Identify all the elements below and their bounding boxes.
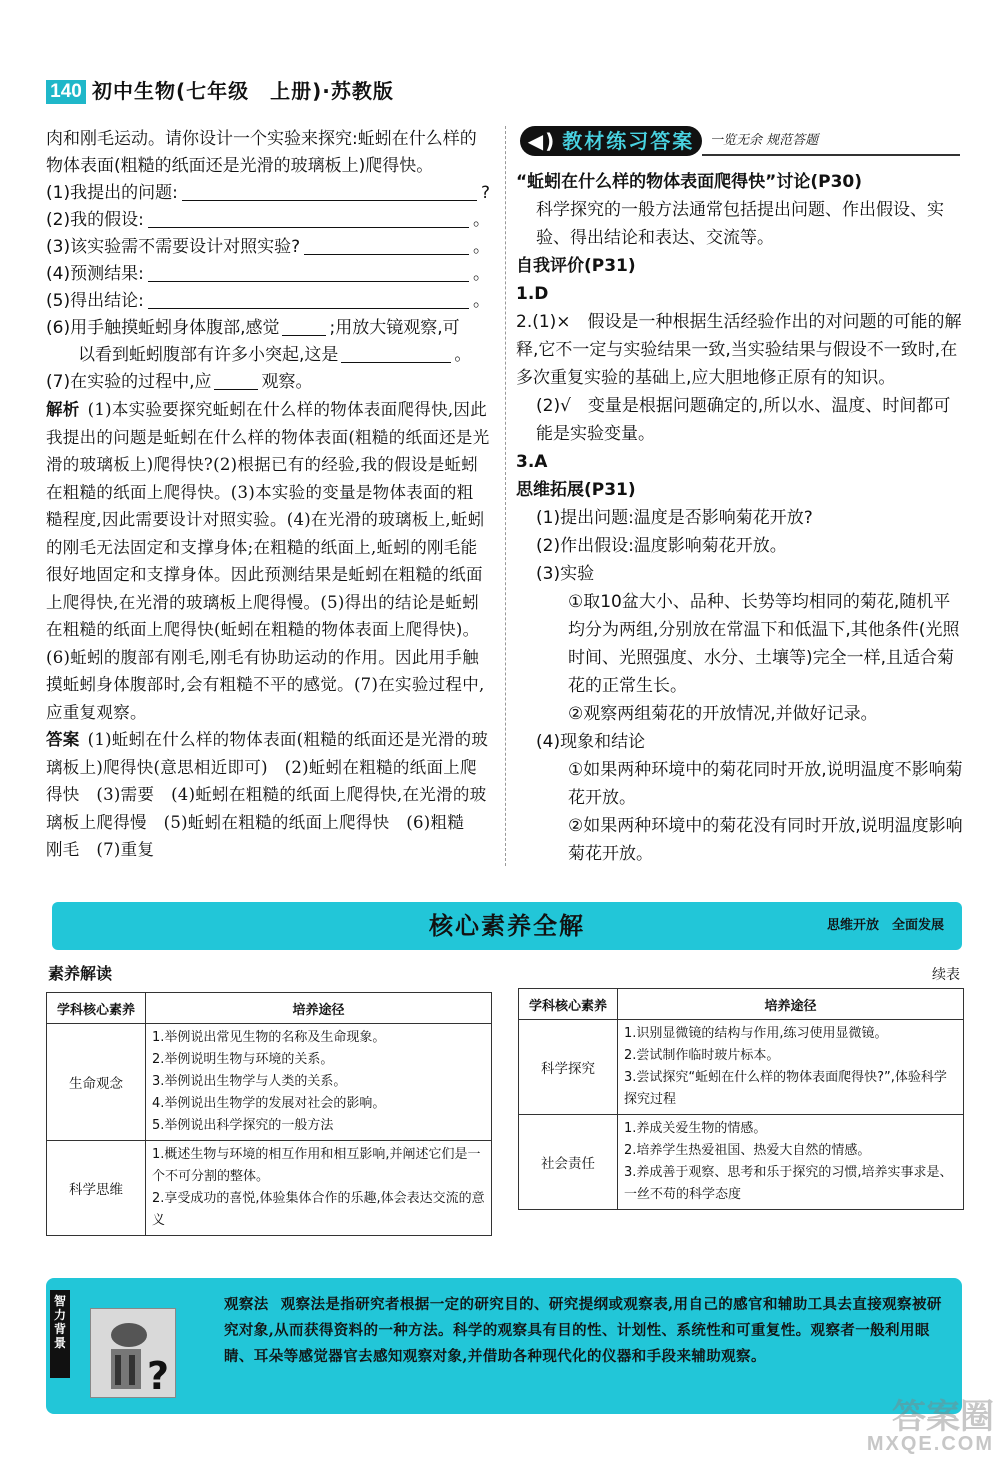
banner-underline xyxy=(702,154,960,156)
category-cell: 科学思维 xyxy=(47,1141,146,1236)
items-cell: 1.举例说出常见生物的名称及生命现象。 2.举例说明生物与环境的关系。 3.举例说出生物学与人类的关系。 4.举例说出生物学的发展对社会的影响。 5.举例说出科学探究的一般方法 xyxy=(146,1024,492,1141)
continued-label: 续表 xyxy=(932,967,960,983)
tip-tab: 智力背景 xyxy=(50,1290,70,1378)
tip-term: 观察法 xyxy=(224,1296,269,1313)
category-cell: 生命观念 xyxy=(47,1024,146,1141)
table-row xyxy=(519,1020,964,1115)
literacy-label: 素养解读 xyxy=(48,964,113,983)
category-cell: 社会责任 xyxy=(519,1115,618,1210)
answer-item: ②如果两种环境中的菊花没有同时开放,说明温度影响菊花开放。 xyxy=(568,816,963,864)
question-2: (2)我的假设: 。 xyxy=(46,210,490,230)
items-cell: 1.概述生物与环境的相互作用和相互影响,并阐述它们是一个不可分割的整体。 2.享受成功的喜悦,体验集体合作的乐趣,体会表达交流的意义 xyxy=(146,1141,492,1236)
question-3: (3)该实验需不需要设计对照实验? 。 xyxy=(46,237,490,257)
answers-section xyxy=(516,168,964,868)
answer-blank[interactable] xyxy=(341,361,451,363)
answer-blank[interactable] xyxy=(282,334,326,336)
answer-item: (3)实验 xyxy=(536,564,595,584)
tip-body: 观察法是指研究者根据一定的研究目的、研究提纲或观察表,用自己的感官和辅助工具去直接观察被研究对象,从而获得资料的一种方法。科学的观察具有目的性、计划性、系统性和可重复性。观察者一般利用眼睛、耳朵等感觉器官去感知观察对象,并借助各种现代化的仪器和手段来辅助观察。 xyxy=(224,1296,942,1365)
book-title: 初中生物(七年级 上册)·苏教版 xyxy=(92,79,394,103)
analysis-tag: 解析 xyxy=(46,400,80,419)
table-row xyxy=(47,1141,492,1236)
tip-box xyxy=(46,1278,962,1414)
answer-block xyxy=(46,726,490,864)
question-7: (7)在实验的过程中,应 观察。 xyxy=(46,372,313,392)
answer-item: (1)提出问题:温度是否影响菊花开放? xyxy=(536,508,813,528)
answer-item: (2)√ 变量是根据问题确定的,所以水、温度、时间都可能是实验变量。 xyxy=(536,396,951,444)
question-1: (1)我提出的问题: ? xyxy=(46,183,490,203)
band-subtitle: 思维开放 全面发展 xyxy=(826,918,944,933)
answer-text: (1)蚯蚓在什么样的物体表面(粗糙的纸面还是光滑的玻璃板上)爬得快(意思相近即可) (2)蚯蚓在粗糙的纸面上爬得快 (3)需要 (4)蚯蚓在粗糙的纸面上爬得快,在光滑的玻璃板上爬得慢 (5)蚯蚓在粗糙的纸面上爬得快 (6)粗糙 刚毛 (7)重复 xyxy=(46,730,489,859)
band-title: 核心素养全解 xyxy=(429,912,585,940)
answer-tag: 答案 xyxy=(46,730,80,749)
question-6-cont: 以看到蚯蚓腹部有许多小突起,这是 。 xyxy=(78,345,472,365)
thinking-figure-image xyxy=(90,1308,176,1398)
answer-blank[interactable] xyxy=(148,307,469,309)
section-heading: 思维拓展(P31) xyxy=(516,480,636,500)
items-cell: 1.识别显微镜的结构与作用,练习使用显微镜。 2.尝试制作临时玻片标本。 3.尝试探究“蚯蚓在什么样的物体表面爬得快?”,体验科学探究过程 xyxy=(618,1020,964,1115)
banner-subtitle: 一览无余 规范答题 xyxy=(710,133,819,148)
question-intro: 肉和刚毛运动。请你设计一个实验来探究:蚯蚓在什么样的物体表面(粗糙的纸面还是光滑的玻璃板上)爬得快。 xyxy=(46,129,477,176)
section-heading: 自我评价(P31) xyxy=(516,256,636,276)
answer-item: 1.D xyxy=(516,284,549,304)
answer-item: (2)作出假设:温度影响菊花开放。 xyxy=(536,536,787,556)
page-number: 140 xyxy=(46,80,86,104)
answer-item: (4)现象和结论 xyxy=(536,732,646,752)
literacy-table-left xyxy=(46,992,492,1236)
section-heading: “蚯蚓在什么样的物体表面爬得快”讨论(P30) xyxy=(516,172,863,192)
literacy-table-right xyxy=(518,988,964,1210)
paragraph: 科学探究的一般方法通常包括提出问题、作出假设、实验、得出结论和表达、交流等。 xyxy=(536,200,944,248)
answer-item: 2.(1)× 假设是一种根据生活经验作出的对问题的可能的解释,它不一定与实验结果一致,当实验结果与假设不一致时,在多次重复实验的基础上,应大胆地修正原有的知识。 xyxy=(516,312,962,388)
table-header-row xyxy=(47,993,492,1024)
answer-item: 3.A xyxy=(516,452,548,472)
question-5: (5)得出结论: 。 xyxy=(46,291,490,311)
speaker-icon: ◀) xyxy=(527,129,557,153)
answers-banner xyxy=(520,126,960,158)
answer-blank[interactable] xyxy=(214,388,258,390)
column-header: 学科核心素养 xyxy=(519,989,618,1020)
column-header: 培养途径 xyxy=(618,989,964,1020)
question-4: (4)预测结果: 。 xyxy=(46,264,490,284)
analysis-text: (1)本实验要探究蚯蚓在什么样的物体表面爬得快,因此我提出的问题是蚯蚓在什么样的物体表面(粗糙的纸面还是光滑的玻璃板上)爬得快?(2)根据已有的经验,我的假设是蚯蚓在粗糙的纸面上爬得快。(3)本实验的变量是物体表面的粗糙程度,因此需要设计对照实验。(4)在光滑的玻璃板上,蚯蚓的刚毛无法固定和支撑身体;在粗糙的纸面上,蚯蚓的刚毛能很好地固定和支撑身体。因此预测结果是蚯蚓在粗糙的纸面上爬得快,在光滑的玻璃板上爬得慢。(5)得出的结论是蚯蚓在粗糙的纸面上爬得快(蚯蚓在粗糙的物体表面上爬得快)。(6)蚯蚓的腹部有刚毛,刚毛有协助运动的作用。因此用手触摸蚯蚓身体腹部时,会有粗糙不平的感觉。(7)在实验过程中,应重复观察。 xyxy=(46,400,490,722)
question-6: (6)用手触摸蚯蚓身体腹部,感觉 ;用放大镜观察,可 xyxy=(46,318,460,338)
column-header: 培养途径 xyxy=(146,993,492,1024)
column-divider xyxy=(505,126,506,866)
site-watermark: 答案圈 MXQE.COM xyxy=(866,1398,994,1455)
question-section xyxy=(46,126,490,864)
answer-item: ①取10盆大小、品种、长势等均相同的菊花,随机平均分为两组,分别放在常温下和低温下,其他条件(光照时间、光照强度、水分、土壤等)完全一样,且适合菊花的正常生长。 xyxy=(568,592,960,696)
answer-blank[interactable] xyxy=(182,199,477,201)
table-row xyxy=(519,1115,964,1210)
table-row xyxy=(47,1024,492,1141)
core-literacy-band xyxy=(52,902,962,950)
question-mark-icon: ? xyxy=(146,1354,169,1398)
table-header-row xyxy=(519,989,964,1020)
answer-item: ②观察两组菊花的开放情况,并做好记录。 xyxy=(568,704,878,724)
tip-text xyxy=(224,1292,944,1370)
answer-blank[interactable] xyxy=(148,280,469,282)
banner-pill: ◀) 教材练习答案 xyxy=(520,126,702,156)
answer-item: ①如果两种环境中的菊花同时开放,说明温度不影响菊花开放。 xyxy=(568,760,963,808)
category-cell: 科学探究 xyxy=(519,1020,618,1115)
answer-blank[interactable] xyxy=(304,253,469,255)
analysis-block xyxy=(46,396,490,726)
answer-blank[interactable] xyxy=(148,226,469,228)
column-header: 学科核心素养 xyxy=(47,993,146,1024)
items-cell: 1.养成关爱生物的情感。 2.培养学生热爱祖国、热爱大自然的情感。 3.养成善于观察、思考和乐于探究的习惯,培养实事求是、一丝不苟的科学态度 xyxy=(618,1115,964,1210)
